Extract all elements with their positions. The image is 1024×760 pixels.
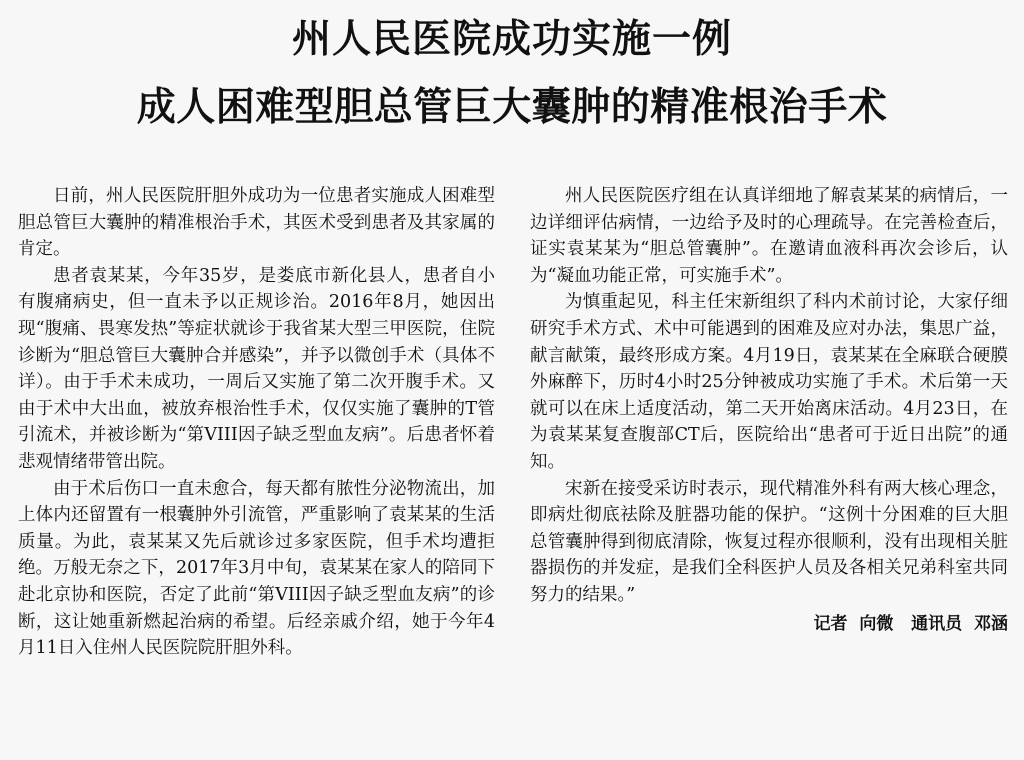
byline: 记者 向微 通讯员 邓涵 [813, 613, 1008, 634]
paragraph: 由于术后伤口一直未愈合，每天都有脓性分泌物流出，加上体内还留置有一根囊肿外引流管，严重影响了袁某某的生活质量。为此，袁某某又先后就诊过多家医院，但手术均遭拒绝。万般无奈之下，2017年3月中旬，袁某某在家人的陪同下赴北京协和医院，否定了此前“第VIII因子缺乏型血友病”的诊断，这让她重新燃起治病的希望。后经亲戚介绍，她于今年4月11日入住州人民医院院肝胆外科。 [18, 478, 495, 659]
paragraph: 日前，州人民医院肝胆外成功为一位患者实施成人困难型胆总管巨大囊肿的精准根治手术，其医术受到患者及其家属的肯定。 [18, 186, 495, 260]
paragraph: 患者袁某某，今年35岁，是娄底市新化县人，患者自小有腹痛病史，但一直未予以正规诊治。2016年8月，她因出现“腹痛、畏寒发热”等症状就诊于我省某大型三甲医院，住院诊断为“胆总管巨大囊肿合并感染”，并予以微创手术（具体不详）。由于手术未成功，一周后又实施了第二次开腹手术。又由于术中大出血，被放弃根治性手术，仅仅实施了囊肿的T管引流术，并被诊断为“第VIII因子缺乏型血友病”。后患者怀着悲观情绪带管出院。 [18, 265, 495, 472]
article-left-column [18, 183, 495, 662]
paragraph: 为慎重起见，科主任宋新组织了科内术前讨论，大家仔细研究手术方式、术中可能遇到的困难及应对办法，集思广益，献言献策，最终形成方案。4月19日，袁某某在全麻联合硬膜外麻醉下，历时4小时25分钟被成功实施了手术。术后第一天就可以在床上适度活动，第二天开始离床活动。4月23日，在为袁某某复查腹部CT后，医院给出“患者可于近日出院”的通知。 [530, 292, 1008, 472]
paragraph: 宋新在接受采访时表示，现代精准外科有两大核心理念，即病灶彻底祛除及脏器功能的保护。“这例十分困难的巨大胆总管囊肿得到彻底清除，恢复过程亦很顺利，没有出现相关脏器损伤的并发症，是我们全科医护人员及各相关兄弟科室共同努力的结果。” [530, 478, 1008, 605]
headline-line-2: 成人困难型胆总管巨大囊肿的精准根治手术 [136, 85, 888, 130]
headline-line-1: 州人民医院成功实施一例 [291, 17, 732, 62]
article-right-column [530, 183, 1008, 637]
paragraph: 州人民医院医疗组在认真详细地了解袁某某的病情后，一边详细评估病情，一边给予及时的心理疏导。在完善检查后，证实袁某某为“胆总管囊肿”。在邀请血液科再次会诊后，认为“凝血功能正常，可实施手术”。 [530, 186, 1008, 286]
